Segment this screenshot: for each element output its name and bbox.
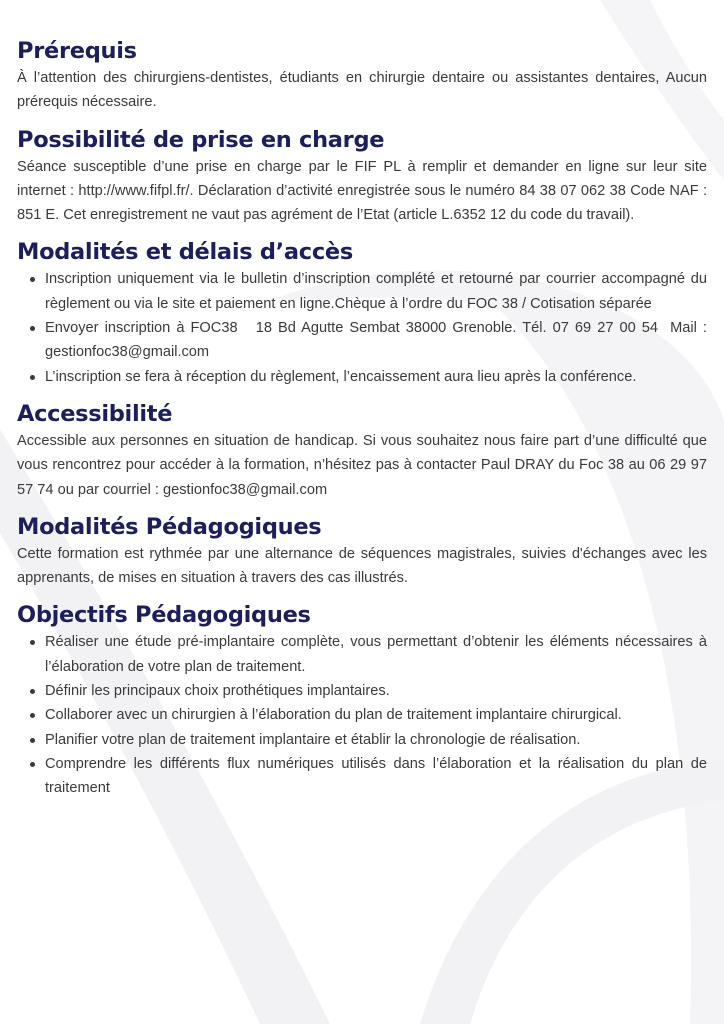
bullet-icon xyxy=(30,689,35,694)
section-title: Modalités Pédagogiques xyxy=(17,513,322,540)
document-content xyxy=(17,36,712,811)
section-modalites-pedagogiques xyxy=(17,512,707,591)
list-item-text: Définir les principaux choix prothétiques implantaires. xyxy=(45,683,390,700)
bullet-list xyxy=(17,267,712,388)
list-item xyxy=(17,752,707,801)
list-item xyxy=(17,630,707,679)
list-item xyxy=(17,316,712,365)
bullet-list xyxy=(17,630,707,800)
section-text: Cette formation est rythmée par une alternance de séquences magistrales, suivies d'échanges avec les apprenants, de mises en situation à travers des cas illustrés. xyxy=(17,545,707,587)
bullet-icon xyxy=(30,762,35,767)
list-item xyxy=(17,679,707,703)
section-title: Modalités et délais d’accès xyxy=(17,239,353,266)
list-item-text: Collaborer avec un chirurgien à l’élaboration du plan de traitement implantaire chirurgical. xyxy=(45,707,622,724)
bullet-icon xyxy=(30,738,35,743)
section-title: Objectifs Pédagogiques xyxy=(17,602,311,629)
list-item-text: Réaliser une étude pré-implantaire complète, vous permettant d’obtenir les éléments nécessaires à l’élaboration de votre plan de traitement. xyxy=(45,634,707,675)
list-item-text: Comprendre les différents flux numériques utilisés dans l’élaboration et la réalisation du plan de traitement xyxy=(45,755,707,797)
list-item xyxy=(17,728,707,752)
list-item-text: L’inscription se fera à réception du règlement, l’encaissement aura lieu après la conférence. xyxy=(45,368,637,385)
list-item xyxy=(17,703,707,727)
bullet-icon xyxy=(30,277,35,282)
list-item xyxy=(17,365,707,389)
bullet-icon xyxy=(30,326,35,331)
section-text: Séance susceptible d’une prise en charge par le FIF PL à remplir et demander en ligne sur leur site internet : http://www.fifpl.fr/. Déclaration d’activité enregistrée sous le numéro 84 38 07 062 38 Code NAF : 851 E. Cet enregistrement ne vaut pas agrément de l’Etat (article L.6352 12 du code du travail). xyxy=(17,158,707,224)
section-prise-en-charge xyxy=(17,125,707,228)
section-title: Prérequis xyxy=(17,38,137,64)
list-item-text: Envoyer inscription à FOC38 18 Bd Agutte Sembat 38000 Grenoble. Tél. 07 69 27 00 54 Mail : gestionfoc38@gmail.com xyxy=(45,320,712,361)
section-title: Accessibilité xyxy=(17,400,173,427)
list-item-text: Planifier votre plan de traitement implantaire et établir la chronologie de réalisation. xyxy=(45,731,581,748)
list-item-text: Inscription uniquement via le bulletin d’inscription complété et retourné par courrier accompagné du règlement ou via le site et paiement en ligne.Chèque à l’ordre du FOC 38 / Cotisation séparée xyxy=(45,271,707,312)
bullet-icon xyxy=(30,713,35,718)
section-prerequis xyxy=(17,36,707,115)
bullet-icon xyxy=(30,640,35,645)
section-accessibilite xyxy=(17,399,707,502)
section-modalites-acces xyxy=(17,237,712,388)
section-text: À l’attention des chirurgiens-dentistes, étudiants en chirurgie dentaire ou assistantes dentaires, Aucun prérequis nécessaire. xyxy=(17,70,707,111)
section-objectifs-pedagogiques xyxy=(17,600,707,800)
list-item xyxy=(17,267,707,316)
section-text: Accessible aux personnes en situation de handicap. Si vous souhaitez nous faire part d’une difficulté que vous rencontrez pour accéder à la formation, n’hésitez pas à contacter Paul DRAY du Foc 38 au 06 29 97 57 74 ou par courriel : gestionfoc38@gmail.com xyxy=(17,432,707,498)
bullet-icon xyxy=(30,375,35,380)
section-title: Possibilité de prise en charge xyxy=(17,126,385,153)
